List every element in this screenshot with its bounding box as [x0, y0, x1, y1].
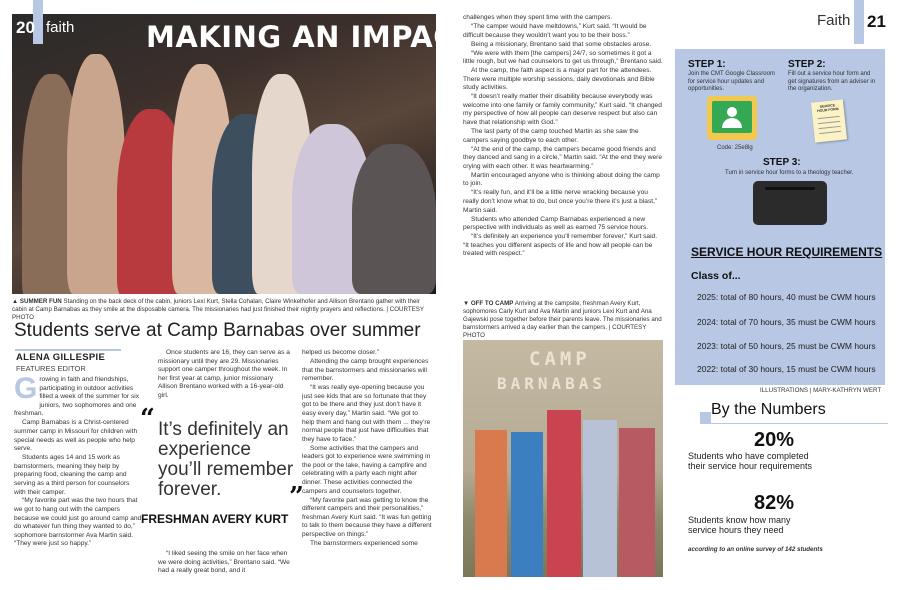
- paragraph: The barnstormers experienced some: [310, 540, 418, 548]
- paragraph: rowing in faith and friendships, participating in outdoor activities filled a week of the summer for six juniors, two sophomores and one freshman.: [14, 376, 140, 418]
- paragraph: “It’s really fun, and it’ll be a little nerve wracking because you really don’t know what to do, but once you’re there it’s just a blast,” Martin said.: [463, 189, 658, 214]
- camp-sign-line-1: CAMP: [529, 348, 591, 370]
- requirement-2024: 2024: total of 70 hours, 35 must be CWM hours: [697, 317, 876, 327]
- hero-caption: [12, 298, 436, 322]
- step-1-desc: Join the CMT Google Classroom for service hour updates and opportunities.: [688, 71, 775, 92]
- requirement-2025: 2025: total of 80 hours, 40 must be CWM hours: [697, 292, 876, 302]
- paragraph: “I liked seeing the smile on her face when we were doing activities,” Brentano said. “We had a really great bond, and it: [158, 550, 290, 575]
- caption-text: Arriving at the campsite, freshman Avery Kurt, sophomores Carly Kurt and Ava Martin and juniors Lexi Kurt and Ana Gajewski pose together before their parents leave. The missionaries and barnstormers arrived a day earlier than the campers. | COURTESY PHOTO: [463, 300, 662, 339]
- step-2-title: STEP 2:: [788, 59, 826, 70]
- paragraph: “At the end of the camp, the campers became good friends and they danced and sang in a circle,” Martin said. “At the end they were crying with each other. It was heartwarming.”: [463, 145, 663, 170]
- paragraph: Students who attended Camp Barnabas experienced a new perspective with individuals as well as earned 75 service hours.: [463, 215, 649, 232]
- requirement-2022: 2022: total of 30 hours, 15 must be CWM hours: [697, 364, 876, 374]
- column-3: [302, 349, 432, 581]
- stat-completed-desc: Students who have completed their service hour requirements: [688, 451, 813, 471]
- paragraph: At the camp, the faith aspect is a major part for the attendees. There were multiple worship sessions, daily devotionals and Bible study activities.: [463, 67, 655, 92]
- page-number-left: 20: [16, 18, 35, 37]
- section-tag-left: faith: [46, 19, 75, 36]
- class-of-label: Class of...: [691, 270, 741, 282]
- quote-attribution: FRESHMAN AVERY KURT: [141, 512, 289, 526]
- paragraph: “It doesn’t really matter their disability because everybody was welcome into one family or family community,” Kurt said. “It changed my perspective of how all people can deserve respect but also can have that relationship with God.”: [463, 93, 662, 127]
- stat-know-desc: Students know how many service hours they need: [688, 515, 791, 535]
- caption-label: SUMMER FUN: [19, 298, 62, 305]
- service-hours-infographic: [675, 49, 885, 385]
- section-marker-right: [854, 0, 864, 44]
- submission-box-icon: [753, 181, 827, 225]
- quote-open-mark: “: [140, 404, 155, 434]
- paragraph: “The camper would have meltdowns,” Kurt said. “It would be difficult because they wouldn’t want you to be their boss.”: [463, 22, 647, 39]
- paragraph: Being a missionary, Brentano said that some obstacles arose.: [471, 40, 652, 48]
- paragraph: “It was really eye-opening because you just see kids that are so fortunate that they got to be there and they just don’t have it easy every day,” Martin said. “We got to help them and hang out with them ... they’re normal people that just have difficulties that they have to face.”: [302, 384, 431, 443]
- headline: MAKING AN IMPACT: [146, 20, 476, 54]
- caption-arrow-icon: ▲: [12, 298, 20, 305]
- hero-photo: [12, 14, 436, 294]
- camp-sign-line-2: BARNABAS: [497, 374, 607, 393]
- stat-completed-value: 20%: [754, 429, 795, 451]
- pull-quote: It’s definitely an experience you’ll remember forever.: [158, 419, 294, 500]
- by-the-numbers-title: By the Numbers: [711, 401, 826, 418]
- requirement-2023: 2023: total of 50 hours, 25 must be CWM hours: [697, 341, 876, 351]
- byline-rule: [15, 349, 121, 351]
- column-4: [463, 14, 663, 297]
- section-tag-right: Faith: [817, 12, 851, 29]
- column-2-continued: [158, 550, 293, 582]
- story-title: Students serve at Camp Barnabas over summer: [14, 320, 421, 341]
- column-1: [14, 376, 142, 582]
- caption-label: OFF TO CAMP: [470, 300, 514, 307]
- survey-note: according to an online survey of 142 students: [688, 546, 823, 553]
- camp-photo-caption: [463, 300, 665, 340]
- stat-know-value: 82%: [754, 492, 795, 514]
- paragraph: “We were with them [the campers] 24/7, so sometimes it got a little rough, but we had counselors to get us through,” Brentano said.: [463, 49, 663, 66]
- step-1-title: STEP 1:: [688, 59, 726, 70]
- byline: ALENA GILLESPIE: [16, 352, 106, 363]
- illustration-credit: ILLUSTRATIONS | MARY-KATHRYN WERT: [760, 387, 882, 394]
- byline-role: FEATURES EDITOR: [16, 364, 86, 373]
- page-number-right: 21: [867, 12, 886, 31]
- paragraph: Some activities that the campers and leaders got to experience were swimming in the pool or the lake, having a campfire and celebrating with a party each night after dinner. These activities connected the campers and counselors together.: [302, 444, 431, 495]
- step-2-desc: Fill out a service hour form and get signatures from an adviser in the organization.: [788, 71, 876, 92]
- camp-photo: [463, 340, 663, 577]
- classroom-code: Code: 25e8lg: [717, 145, 753, 151]
- paragraph: Camp Barnabas is a Christ-centered summer camp in Missouri for children with special needs as well as people who help serve.: [14, 419, 138, 453]
- paragraph: “It’s definitely an experience you’ll remember forever,” Kurt said. “It teaches you different aspects of life and how all people can be treated with respect.”: [463, 233, 658, 258]
- paragraph: “My favorite part was the two hours that we got to hang out with the campers because we could just go around camp and do whatever fun thing they wanted to do,” sophomore barnstormer Ava Martin said. “They were just so happy.”: [14, 497, 142, 548]
- service-form-label: SERVICE HOUR FORM: [816, 103, 839, 114]
- paragraph: Martin encouraged anyone who is thinking about doing the camp to join.: [463, 171, 660, 188]
- service-form-icon: [811, 99, 847, 142]
- paragraph: Students ages 14 and 15 work as barnstormers, meaning they help by preparing food, cleaning the camp and serving as a third person for counselors with their camper.: [14, 454, 130, 496]
- caption-text: Standing on the back deck of the cabin, juniors Lexi Kurt, Stella Cohalan, Claire Winkelhofer and Allison Brentano gather with their cabin at Camp Barnabas as they smile at the disposable camera. The missionaries had just finished their nightly prayers and reflections. | COURTESY PHOTO: [12, 298, 424, 321]
- drop-cap: G: [14, 376, 38, 405]
- paragraph: “My favorite part was getting to know the different campers and their personalities,” freshman Avery Kurt said. “It was fun getting to talk to them because they have a different perspective on things.”: [302, 496, 432, 539]
- quote-close-mark: ”: [289, 482, 304, 512]
- google-classroom-icon: [707, 96, 757, 140]
- numbers-rule: [700, 423, 888, 424]
- caption-arrow-icon: ▼: [463, 300, 471, 307]
- paragraph: helped us become closer.”: [302, 349, 379, 356]
- requirements-title: SERVICE HOUR REQUIREMENTS: [691, 245, 883, 259]
- paragraph: The last party of the camp touched Martin as she saw the campers saying goodbye to each other.: [463, 128, 639, 144]
- step-3-desc: Turn in service hour forms to a theology teacher.: [725, 170, 854, 176]
- paragraph: Attending the camp brought experiences that the barnstormers and missionaries will remember.: [302, 357, 429, 383]
- paragraph: Once students are 16, they can serve as a missionary until they are 29. Missionaries support one camper throughout the week. In her first year at camp, junior missionary Allison Brentano worked with a 16-year-old girl.: [158, 349, 290, 399]
- step-3-title: STEP 3:: [763, 157, 801, 168]
- column-2: [158, 349, 293, 409]
- paragraph: challenges when they spent time with the campers.: [463, 14, 613, 21]
